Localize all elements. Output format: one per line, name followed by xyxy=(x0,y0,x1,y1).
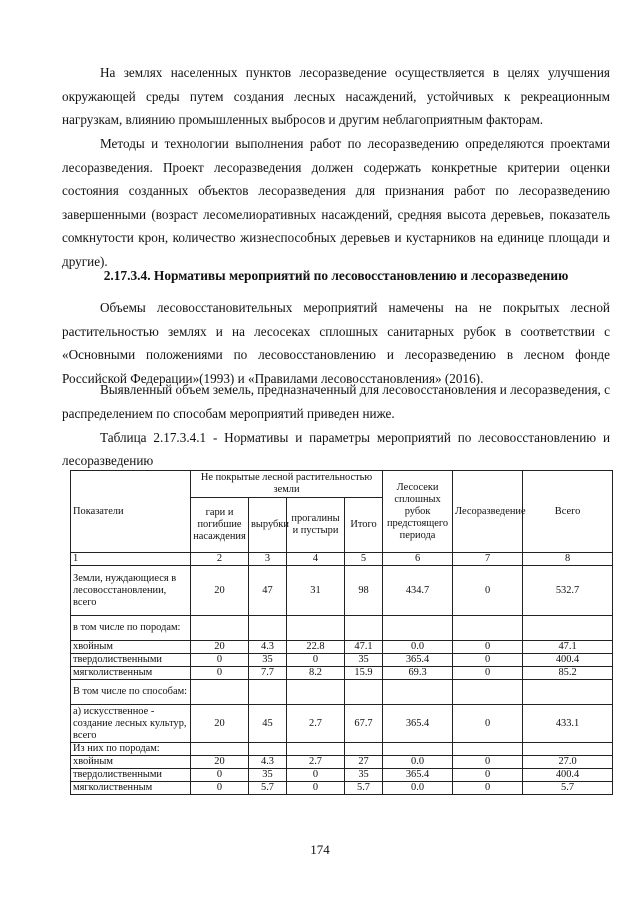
cell: 400.4 xyxy=(523,769,613,782)
table-row xyxy=(71,756,613,769)
cell: 22.8 xyxy=(287,641,345,654)
cell: 5.7 xyxy=(523,782,613,795)
cell: 0 xyxy=(287,782,345,795)
cell: 20 xyxy=(191,705,249,743)
table-row xyxy=(71,782,613,795)
cell: 400.4 xyxy=(523,654,613,667)
cell: 0 xyxy=(453,705,523,743)
cell: 365.4 xyxy=(383,705,453,743)
col-number: 2 xyxy=(191,553,249,566)
paragraph-identified-volume: Выявленный объем земель, предназначенный для лесовосстановления и лесоразведения, с распределением по способам мероприятий приведен ниже. xyxy=(62,382,610,421)
header-total: Всего xyxy=(523,471,613,553)
cell: 365.4 xyxy=(383,654,453,667)
cell: 20 xyxy=(191,641,249,654)
cell: 35 xyxy=(345,654,383,667)
cell: 0 xyxy=(453,667,523,680)
cell: 20 xyxy=(191,756,249,769)
cell: 0 xyxy=(287,769,345,782)
paragraph-volumes: Объемы лесовосстановительных мероприятий намечены на не покрытых лесной растительностью землях и на лесосеках сплошных санитарных рубок в соответствии с «Основными положениями по лесовосстановлению и лесоразведению в лесном фонде Российской Федерации»(1993) и «Правилами лесовосстановления» (2016). xyxy=(62,300,610,386)
row-label: Земли, нуждающиеся в лесовосстановлении, всего xyxy=(71,566,191,616)
row-label: мягколиственным xyxy=(71,667,191,680)
column-numbers-row xyxy=(71,553,613,566)
cell: 5.7 xyxy=(345,782,383,795)
table-row xyxy=(71,616,613,641)
cell: 31 xyxy=(287,566,345,616)
cell: 365.4 xyxy=(383,769,453,782)
header-indicators: Показатели xyxy=(71,471,191,553)
cell: 0 xyxy=(453,641,523,654)
row-label: а) искусственное - создание лесных культур, всего xyxy=(71,705,191,743)
cell: 20 xyxy=(191,566,249,616)
cell: 434.7 xyxy=(383,566,453,616)
cell: 47 xyxy=(249,566,287,616)
cell: 45 xyxy=(249,705,287,743)
table-row xyxy=(71,680,613,705)
table-row xyxy=(71,769,613,782)
col-number: 8 xyxy=(523,553,613,566)
cell: 0 xyxy=(453,782,523,795)
col-number: 7 xyxy=(453,553,523,566)
cell: 0 xyxy=(453,769,523,782)
cell: 35 xyxy=(249,654,287,667)
row-label: хвойным xyxy=(71,641,191,654)
cell: 2.7 xyxy=(287,756,345,769)
cell: 67.7 xyxy=(345,705,383,743)
cell: 532.7 xyxy=(523,566,613,616)
header-burnt: гари и погибшие насаждения xyxy=(191,498,249,553)
cell: 8.2 xyxy=(287,667,345,680)
col-number: 6 xyxy=(383,553,453,566)
table-row xyxy=(71,654,613,667)
header-glades: прогалины и пустыри xyxy=(287,498,345,553)
cell: 27.0 xyxy=(523,756,613,769)
cell: 0 xyxy=(191,769,249,782)
cell: 47.1 xyxy=(345,641,383,654)
cell: 0 xyxy=(453,566,523,616)
page-number: 174 xyxy=(310,842,330,857)
header-subtotal: Итого xyxy=(345,498,383,553)
row-label: твердолиственными xyxy=(71,769,191,782)
section-heading: 2.17.3.4. Нормативы мероприятий по лесовосстановлению и лесоразведению xyxy=(103,268,569,283)
cell: 2.7 xyxy=(287,705,345,743)
cell: 4.3 xyxy=(249,641,287,654)
cell: 0.0 xyxy=(383,756,453,769)
header-clearcut: Лесосеки сплошных рубок предстоящего периода xyxy=(383,471,453,553)
row-label: в том числе по породам: xyxy=(71,616,191,641)
cell: 4.3 xyxy=(249,756,287,769)
table-row xyxy=(71,743,613,756)
header-uncovered-lands: Не покрытые лесной растительностью земли xyxy=(191,471,383,498)
table-row xyxy=(71,705,613,743)
paragraph-methods: Методы и технологии выполнения работ по лесоразведению определяются проектами лесоразведения. Проект лесоразведения должен содержать конкретные критерии оценки состояния созданных объектов лесоразведения для признания работ по лесоразведению завершенными (возраст лесомелиоративных насаждений, средняя высота деревьев, показатель сомкнутости крон, количество жизнеспособных деревьев и кустарников на единице площади и другие). xyxy=(62,136,610,269)
cell: 433.1 xyxy=(523,705,613,743)
cell: 7.7 xyxy=(249,667,287,680)
table-row xyxy=(71,566,613,616)
cell: 0 xyxy=(453,756,523,769)
col-number: 4 xyxy=(287,553,345,566)
cell: 35 xyxy=(345,769,383,782)
cell: 47.1 xyxy=(523,641,613,654)
cell: 5.7 xyxy=(249,782,287,795)
cell: 0 xyxy=(453,654,523,667)
cell: 98 xyxy=(345,566,383,616)
cell: 0.0 xyxy=(383,782,453,795)
header-afforestation: Лесоразведение xyxy=(453,471,523,553)
row-label: Из них по породам: xyxy=(71,743,191,756)
header-cuttings: вырубки xyxy=(249,498,287,553)
table-row xyxy=(71,667,613,680)
table-caption: Таблица 2.17.3.4.1 - Нормативы и параметры мероприятий по лесовосстановлению и лесоразведению xyxy=(62,430,610,468)
cell: 0.0 xyxy=(383,641,453,654)
cell: 0 xyxy=(191,654,249,667)
cell: 15.9 xyxy=(345,667,383,680)
row-label: В том числе по способам: xyxy=(71,680,191,705)
col-number: 1 xyxy=(71,553,191,566)
row-label: твердолиственными xyxy=(71,654,191,667)
row-label: мягколиственным xyxy=(71,782,191,795)
col-number: 3 xyxy=(249,553,287,566)
row-label: хвойным xyxy=(71,756,191,769)
cell: 69.3 xyxy=(383,667,453,680)
table-row xyxy=(71,641,613,654)
cell: 27 xyxy=(345,756,383,769)
cell: 85.2 xyxy=(523,667,613,680)
cell: 35 xyxy=(249,769,287,782)
paragraph-urban-afforestation: На землях населенных пунктов лесоразведение осуществляется в целях улучшения окружающей среды путем создания лесных насаждений, устойчивых к рекреационным нагрузкам, влиянию промышленных выбросов и другим неблагоприятным факторам. xyxy=(62,65,610,128)
cell: 0 xyxy=(287,654,345,667)
norms-table xyxy=(70,470,613,795)
col-number: 5 xyxy=(345,553,383,566)
cell: 0 xyxy=(191,782,249,795)
cell: 0 xyxy=(191,667,249,680)
